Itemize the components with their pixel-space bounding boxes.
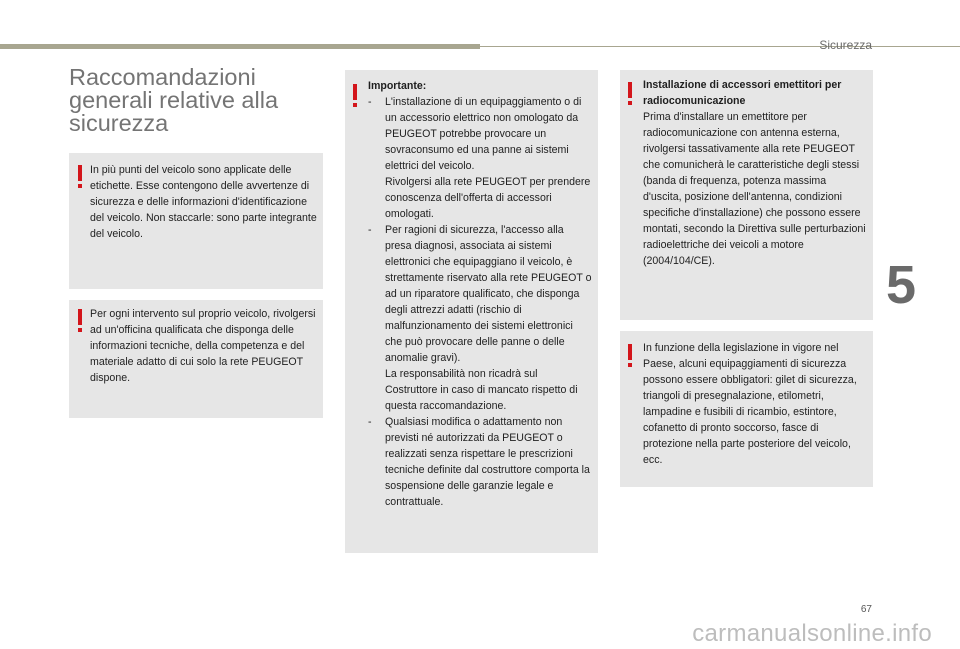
warning-text: In più punti del veicolo sono applicate delle etichette. Esse contengono delle avvertenze di sicurezza e delle informazioni d'identificazione del veicolo. Non staccarle: sono parte integrante del veicolo. (90, 164, 317, 240)
exclamation-icon (353, 84, 357, 100)
header-rule (480, 46, 960, 47)
warning-box-radio-emitters (620, 70, 873, 320)
warning-text: Prima d'installare un emettitore per radiocomunicazione con antenna esterna, rivolgersi tassativamente alla rete PEUGEOT che comunicherà le caratteristiche degli stessi (banda di frequenza, potenza massima d'uscita, posizione dell'antenna, condizioni specifiche d'installazione) che possono essere montati, secondo la Direttiva sulle perturbazioni radioelettriche dei veicoli a motore (2004/104/CE). (643, 111, 866, 267)
warning-box-labels (69, 153, 323, 289)
list-item-text: - L'installazione di un equipaggiamento o di un accessorio elettrico non omologato da PEUGEOT potrebbe provocare un sovraconsumo ed una panne ai sistemi elettrici del veicolo. (385, 96, 582, 172)
exclamation-icon (628, 82, 632, 98)
warning-text: Per ogni intervento sul proprio veicolo, rivolgersi ad un'officina qualificata che disponga delle informazioni tecniche, della competenza e del materiale adatto di cui solo la rete PEUGEOT dispone. (90, 308, 316, 384)
warning-box-workshop (69, 300, 323, 418)
exclamation-icon (628, 344, 632, 360)
list-item-text: La responsabilità non ricadrà sul Costruttore in caso di mancato rispetto di questa raccomandazione. (385, 368, 578, 412)
page-number: 67 (860, 604, 872, 615)
exclamation-icon (78, 165, 82, 181)
warning-heading: Importante: (368, 80, 427, 92)
header-accent-bar (0, 44, 480, 49)
list-item-text: - Qualsiasi modifica o adattamento non previsti né autorizzati da PEUGEOT o realizzati senza rispettare le prescrizioni tecniche definite dal costruttore comporta la sospensione delle garanzie legale e contrattuale. (385, 416, 590, 508)
section-label: Sicurezza (819, 38, 872, 52)
warning-heading: Installazione di accessori emettitori per radiocomunicazione (643, 79, 842, 107)
list-item-text: Rivolgersi alla rete PEUGEOT per prendere conoscenza dell'offerta di accessori omologati. (385, 176, 591, 220)
chapter-number: 5 (886, 255, 917, 315)
list-item (368, 94, 592, 222)
watermark: carmanualsonline.info (692, 620, 932, 647)
exclamation-icon (78, 309, 82, 325)
warning-box-important (345, 70, 598, 553)
list-item-text: - Per ragioni di sicurezza, l'accesso alla presa diagnosi, associata ai sistemi elettronici che equipaggiano il veicolo, è strettamente riservato alla rete PEUGEOT o ad un riparatore qualificato, che disponga degli attrezzi adatti (rischio di malfunzionamento dei sistemi elettronici che può provocare delle panne o delle anomalie gravi). (385, 224, 592, 364)
list-item (368, 414, 592, 510)
warning-text: In funzione della legislazione in vigore nel Paese, alcuni equipaggiamenti di sicurezza possono essere obbligatori: gilet di sicurezza, triangoli di presegnalazione, etilometri, lampadine e fusibili di ricambio, estintore, cofanetto di pronto soccorso, fasce di protezione nella parte posteriore del veicolo, ecc. (643, 342, 857, 466)
list-item (368, 222, 592, 414)
page-title: Raccomandazioni generali relative alla sicurezza (69, 64, 279, 136)
important-list (368, 94, 592, 510)
warning-box-legislation (620, 331, 873, 487)
